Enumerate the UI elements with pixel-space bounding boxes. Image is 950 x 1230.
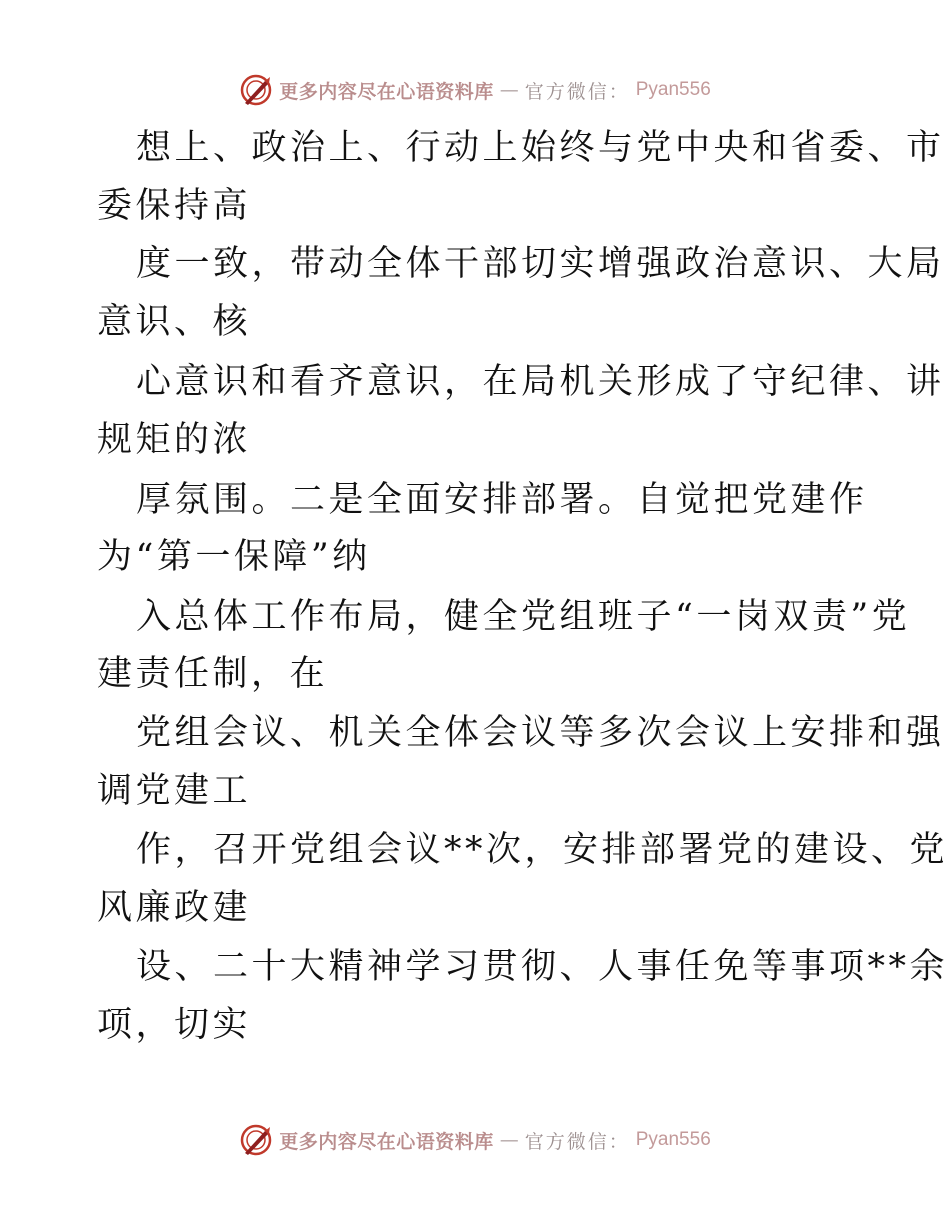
paragraph-line: 委保持高 — [97, 186, 252, 226]
pen-logo-icon — [239, 1123, 273, 1157]
watermark-wechat-id: Pyan556 — [635, 1129, 711, 1150]
paragraph-line: 作，召开党组会议**次，安排部署党的建设、党 — [136, 830, 949, 870]
paragraph-line: 厚氛围。二是全面安排部署。自觉把党建作 — [136, 480, 868, 520]
watermark-title: 更多内容尽在心语资料库 — [279, 1130, 494, 1153]
paragraph-line: 项，切实 — [97, 1005, 252, 1045]
watermark-wechat-id: Pyan556 — [635, 79, 711, 100]
paragraph-line: 党组会议、机关全体会议等多次会议上安排和强 — [136, 713, 945, 753]
footer-watermark — [0, 1120, 950, 1160]
paragraph-line: 调党建工 — [97, 771, 252, 811]
paragraph-line: 入总体工作布局，健全党组班子“一岗双责”党 — [136, 597, 911, 637]
paragraph-line: 建责任制，在 — [97, 654, 329, 694]
paragraph-line: 规矩的浓 — [97, 420, 252, 460]
watermark-dash: — — [499, 1129, 519, 1151]
paragraph-line: 度一致，带动全体干部切实增强政治意识、大局 — [136, 244, 945, 284]
paragraph-line: 为“第一保障”纳 — [97, 537, 371, 577]
paragraph-line: 心意识和看齐意识，在局机关形成了守纪律、讲 — [136, 362, 945, 402]
watermark-wechat-label: 官方微信： — [524, 1130, 630, 1153]
paragraph-line: 想上、政治上、行动上始终与党中央和省委、市 — [136, 128, 945, 168]
watermark-wechat-label: 官方微信： — [524, 80, 630, 103]
paragraph-line: 意识、核 — [97, 302, 252, 342]
watermark-title: 更多内容尽在心语资料库 — [279, 80, 494, 103]
watermark-dash: — — [499, 79, 519, 101]
paragraph-line: 设、二十大精神学习贯彻、人事任免等事项**余 — [136, 947, 949, 987]
paragraph-line: 风廉政建 — [97, 888, 252, 928]
